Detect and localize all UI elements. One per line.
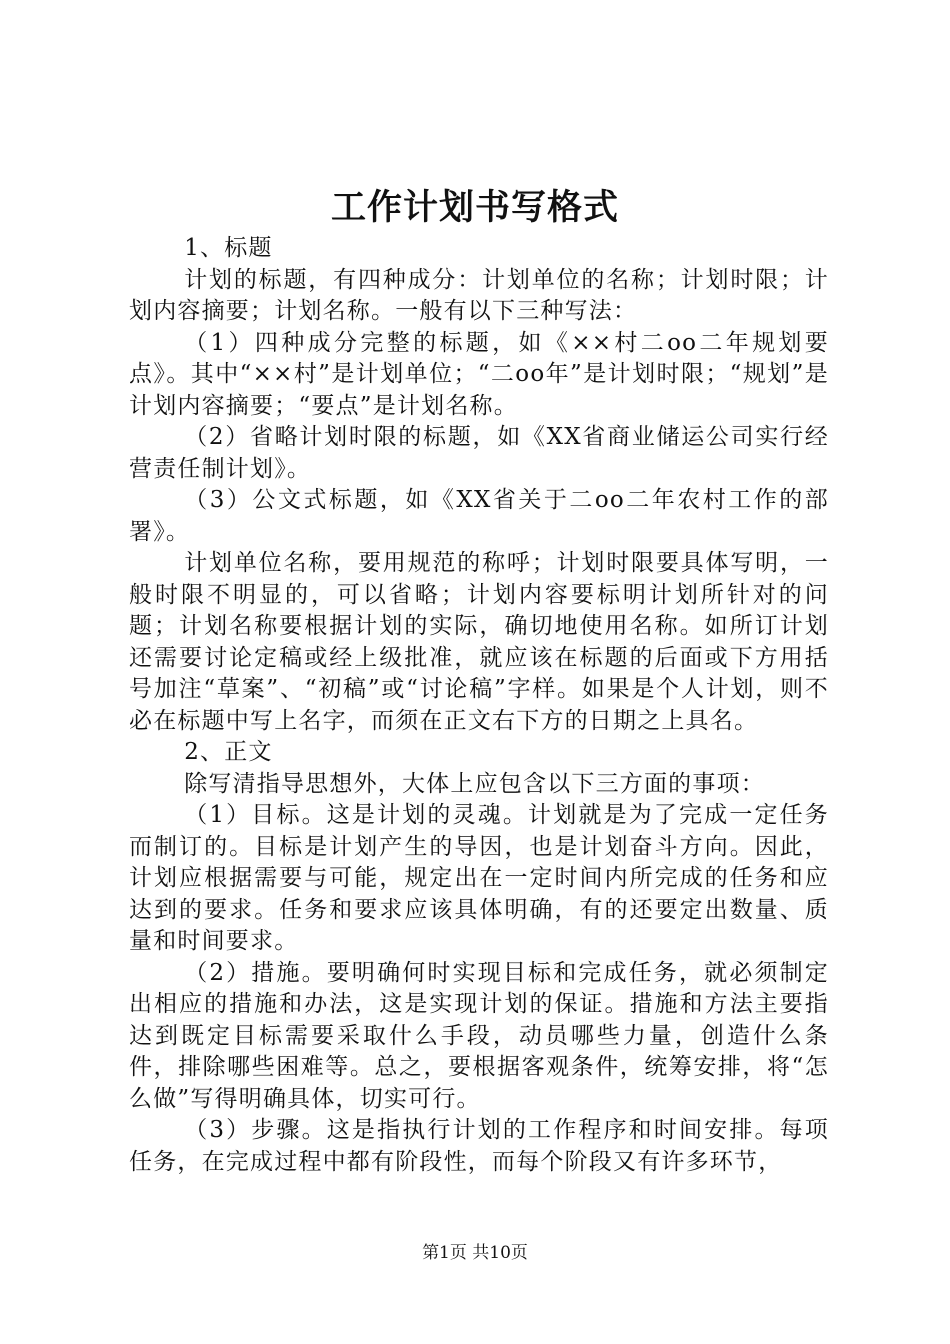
paragraph: （2）省略计划时限的标题，如《XX省商业储运公司实行经营责任制计划》。 <box>129 424 829 482</box>
paragraph: （3）步骤。这是指执行计划的工作程序和时间安排。每项任务，在完成过程中都有阶段性，而每个阶段又有许多环节， <box>129 1117 829 1175</box>
section-heading-body: 2、正文 <box>184 739 273 765</box>
page-title: 工作计划书写格式 <box>330 187 619 228</box>
section-heading-title: 1、标题 <box>184 235 273 261</box>
paragraph: 计划单位名称，要用规范的称呼；计划时限要具体写明，一般时限不明显的，可以省略；计划内容要标明计划所针对的问题；计划名称要根据计划的实际，确切地使用名称。如所订计划还需要讨论定稿或经上级批准，就应该在标题的后面或下方用括号加注“草案”、“初稿”或“讨论稿”字样。如果是个人计划，则不必在标题中写上名字，而须在正文右下方的日期之上具名。 <box>129 550 829 734</box>
paragraph: （2）措施。要明确何时实现目标和完成任务，就必须制定出相应的措施和办法，这是实现计划的保证。措施和方法主要指达到既定目标需要采取什么手段，动员哪些力量，创造什么条件，排除哪些困难等。总之，要根据客观条件，统筹安排，将“怎么做”写得明确具体，切实可行。 <box>129 959 829 1112</box>
paragraph: 计划的标题，有四种成分：计划单位的名称；计划时限；计划内容摘要；计划名称。一般有以下三种写法： <box>129 266 829 324</box>
paragraph: （3）公文式标题，如《XX省关于二oo二年农村工作的部署》。 <box>129 487 829 545</box>
paragraph: 除写清指导思想外，大体上应包含以下三方面的事项： <box>184 770 765 797</box>
page-footer: 第1页 共10页 <box>422 1243 528 1263</box>
paragraph: （1）四种成分完整的标题，如《××村二oo二年规划要点》。其中“××村”是计划单位；“二oo年”是计划时限；“规划”是计划内容摘要；“要点”是计划名称。 <box>129 329 829 419</box>
document-body <box>129 233 829 1178</box>
paragraph: （1）目标。这是计划的灵魂。计划就是为了完成一定任务而制订的。目标是计划产生的导因，也是计划奋斗方向。因此，计划应根据需要与可能，规定出在一定时间内所完成的任务和应达到的要求。任务和要求应该具体明确，有的还要定出数量、质量和时间要求。 <box>129 802 829 954</box>
